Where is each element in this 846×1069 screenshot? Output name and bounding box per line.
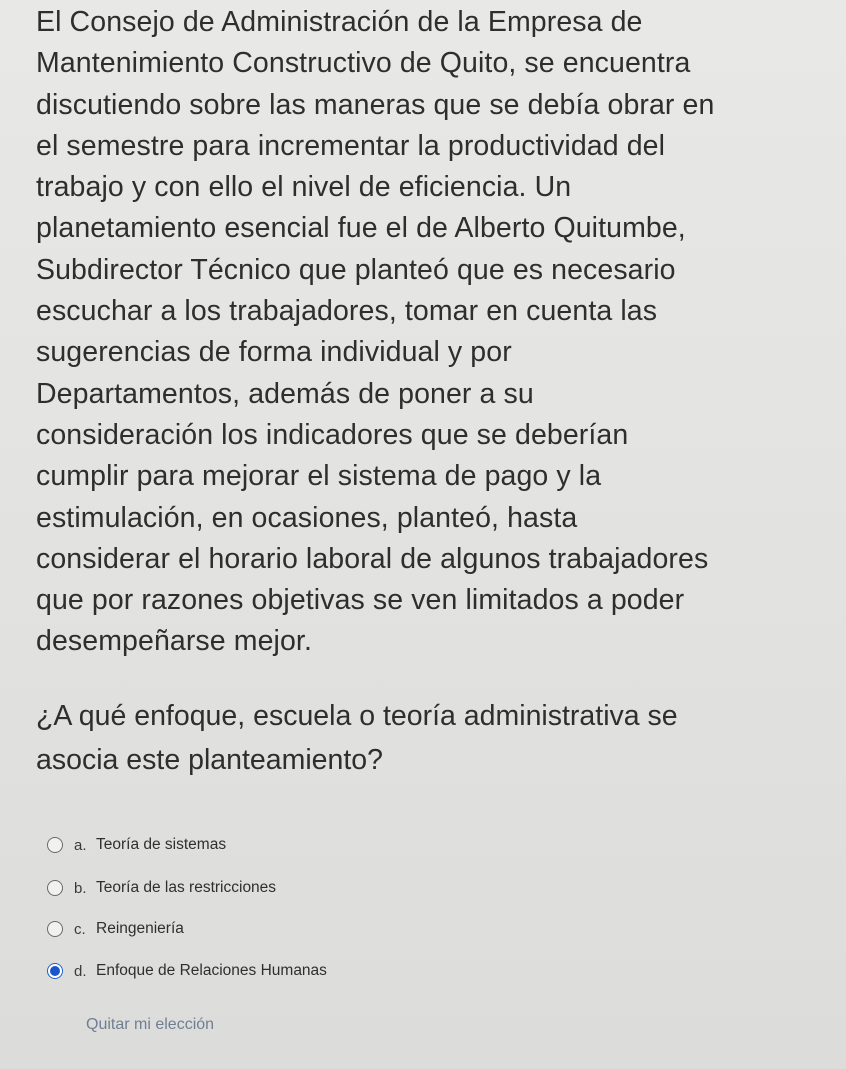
question-line: consideración los indicadores que se deberían (36, 418, 629, 451)
question-line: sugerencias de forma individual y por (36, 336, 512, 369)
clear-choice-link[interactable]: Quitar mi elección (86, 1016, 215, 1033)
radio-option-a[interactable] (47, 837, 63, 853)
radio-option-b[interactable] (47, 880, 63, 896)
question-line: estimulación, en ocasiones, planteó, hasta (36, 501, 578, 534)
option-letter: a. (74, 836, 87, 854)
question-line: desempeñarse mejor. (36, 625, 312, 658)
option-a[interactable] (47, 834, 226, 856)
option-c[interactable] (47, 918, 184, 940)
option-label: Enfoque de Relaciones Humanas (96, 962, 327, 979)
option-label: Teoría de las restricciones (96, 879, 277, 896)
radio-selected-dot (50, 966, 60, 976)
question-line: que por razones objetivas se ven limitados a poder (36, 584, 685, 617)
question-line: el semestre para incrementar la productividad del (36, 129, 666, 162)
question-line: cumplir para mejorar el sistema de pago y la (36, 460, 602, 493)
prompt-line: ¿A qué enfoque, escuela o teoría administrativa se (36, 700, 678, 732)
radio-option-d[interactable] (47, 963, 63, 979)
question-line: escuchar a los trabajadores, tomar en cuenta las (36, 295, 658, 328)
question-line: Subdirector Técnico que planteó que es necesario (36, 253, 676, 286)
option-label: Reingeniería (96, 920, 184, 937)
question-line: Mantenimiento Constructivo de Quito, se encuentra (36, 47, 691, 80)
question-line: Departamentos, además de poner a su (36, 377, 534, 410)
option-letter: d. (74, 962, 87, 980)
option-label: Teoría de sistemas (96, 836, 227, 853)
option-letter: c. (74, 920, 86, 938)
question-line: planetamiento esencial fue el de Alberto Quitumbe, (36, 212, 686, 245)
question-text (36, 2, 836, 663)
question-prompt (36, 694, 836, 782)
prompt-line: asocia este planteamiento? (36, 744, 383, 776)
option-letter: b. (74, 879, 87, 897)
question-line: considerar el horario laboral de algunos trabajadores (36, 542, 709, 575)
radio-option-c[interactable] (47, 921, 63, 937)
option-b[interactable] (47, 877, 276, 899)
question-line: trabajo y con ello el nivel de eficiencia. Un (36, 171, 572, 204)
question-line: El Consejo de Administración de la Empresa de (36, 6, 643, 38)
option-d[interactable] (47, 960, 327, 982)
question-line: discutiendo sobre las maneras que se debía obrar en (36, 88, 715, 121)
